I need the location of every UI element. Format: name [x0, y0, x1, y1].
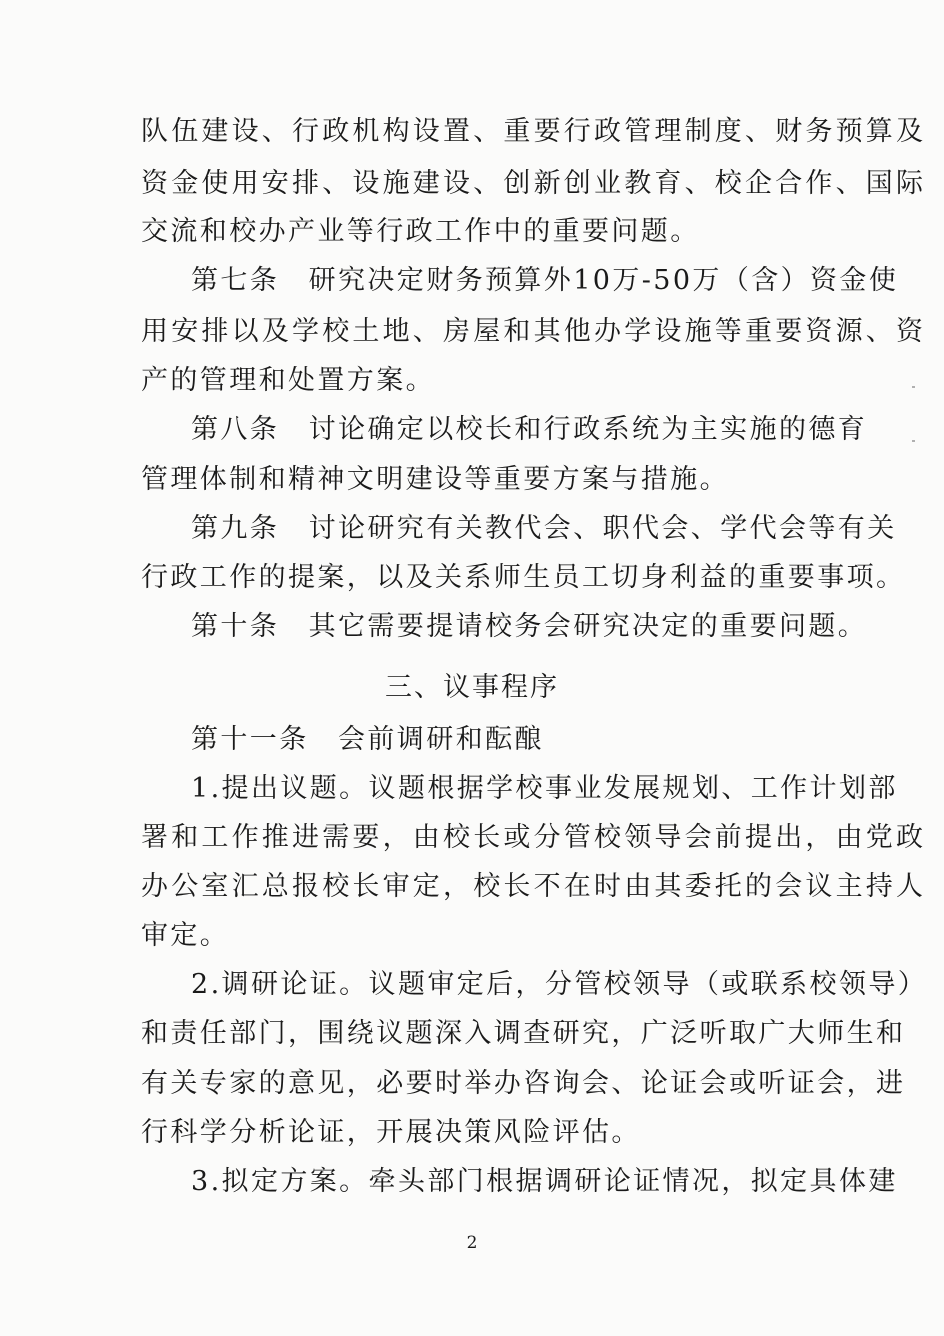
text-line: 2.调研论证。议题审定后，分管校领导（或联系校领导）	[191, 969, 928, 1000]
text-line: 署和工作推进需要，由校长或分管校领导会前提出，由党政	[141, 822, 927, 853]
article-9: 第九条 讨论研究有关教代会、职代会、学代会等有关	[191, 513, 897, 544]
section-heading: 三、议事程序	[385, 672, 559, 703]
text-line: 和责任部门，围绕议题深入调查研究，广泛听取广大师生和	[141, 1018, 906, 1049]
text-line: 有关专家的意见，必要时举办咨询会、论证会或听证会，进	[141, 1068, 906, 1099]
text-line: 1.提出议题。议题根据学校事业发展规划、工作计划部	[191, 773, 898, 804]
scan-speck	[912, 386, 915, 388]
text-line: 3.拟定方案。牵头部门根据调研论证情况，拟定具体建	[191, 1166, 898, 1197]
text-line: 行政工作的提案，以及关系师生员工切身利益的重要事项。	[141, 562, 906, 593]
text-line: 交流和校办产业等行政工作中的重要问题。	[141, 216, 700, 247]
text-line: 行科学分析论证，开展决策风险评估。	[141, 1117, 641, 1148]
text-line: 审定。	[141, 920, 230, 951]
article-11: 第十一条 会前调研和酝酿	[191, 724, 544, 755]
article-8: 第八条 讨论确定以校长和行政系统为主实施的德育	[191, 414, 868, 445]
text-line: 资金使用安排、设施建设、创新创业教育、校企合作、国际	[141, 168, 927, 199]
scan-speck	[912, 440, 915, 442]
text-line: 用安排以及学校土地、房屋和其他办学设施等重要资源、资	[141, 316, 927, 347]
article-7: 第七条 研究决定财务预算外10万-50万（含）资金使	[191, 265, 899, 296]
page-number: 2	[466, 1233, 478, 1253]
text-line: 队伍建设、行政机构设置、重要行政管理制度、财务预算及	[141, 116, 927, 147]
text-line: 管理体制和精神文明建设等重要方案与措施。	[141, 464, 729, 495]
text-line: 办公室汇总报校长审定，校长不在时由其委托的会议主持人	[141, 871, 927, 902]
article-10: 第十条 其它需要提请校务会研究决定的重要问题。	[191, 611, 868, 642]
text-line: 产的管理和处置方案。	[141, 365, 435, 396]
